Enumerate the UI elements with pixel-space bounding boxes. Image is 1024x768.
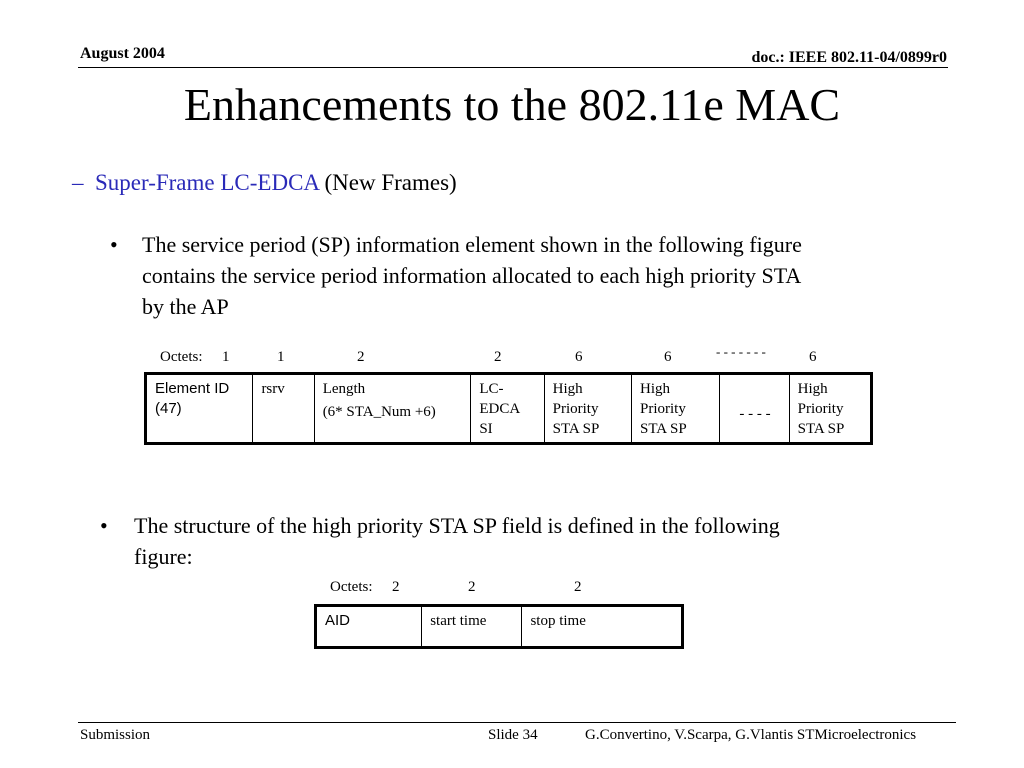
octets-value: - - - - - - -	[716, 344, 766, 359]
table-row	[146, 374, 872, 444]
cell-rsrv: rsrv	[253, 374, 314, 444]
cell-element-id: Element ID (47)	[146, 374, 253, 444]
cell-start-time: start time	[422, 606, 522, 648]
footer-submission: Submission	[80, 727, 151, 743]
table-row	[316, 606, 683, 648]
octets-value: 2	[392, 579, 400, 595]
cell-length: Length (6* STA_Num +6)	[314, 374, 471, 444]
octets-value: 2	[468, 579, 476, 595]
subheading	[72, 170, 457, 196]
cell-high-priority-sta-sp: High Priority STA SP	[789, 374, 871, 444]
bullet-marker: •	[100, 513, 108, 538]
cell-lc-edca-si: LC- EDCA SI	[471, 374, 544, 444]
bullet-sta-sp-structure	[100, 510, 920, 580]
subheading-dash: –	[72, 170, 84, 195]
octets-value: 1	[222, 349, 230, 365]
octets-value: 2	[357, 349, 365, 365]
subheading-rest: (New Frames)	[318, 170, 457, 195]
bullet-line: contains the service period information allocated to each high priority STA	[142, 263, 802, 288]
header-date: August 2004	[80, 45, 165, 62]
footer-rule	[78, 722, 956, 723]
cell-high-priority-sta-sp: High Priority STA SP	[544, 374, 631, 444]
octets-value: 6	[664, 349, 672, 365]
octets-value: 2	[574, 579, 582, 595]
octets-label: Octets:	[330, 579, 373, 595]
subheading-highlight: Super-Frame LC-EDCA	[95, 170, 319, 195]
cell-high-priority-sta-sp: High Priority STA SP	[631, 374, 719, 444]
octets-value: 6	[809, 349, 817, 365]
cell-aid: AID	[316, 606, 422, 648]
sta-sp-field-table	[314, 604, 684, 649]
cell-stop-time: stop time	[522, 606, 683, 648]
slide-title: Enhancements to the 802.11e MAC	[183, 79, 841, 130]
bullet-line: The service period (SP) information element shown in the following figure	[142, 232, 802, 257]
bullet-service-period	[110, 229, 930, 329]
bullet-line: figure:	[134, 544, 193, 569]
octets-value: 6	[575, 349, 583, 365]
cell-ellipsis: - - - -	[720, 374, 789, 444]
footer-authors: G.Convertino, V.Scarpa, G.Vlantis STMicroelectronics	[585, 727, 917, 743]
header-doc-id: doc.: IEEE 802.11-04/0899r0	[751, 49, 947, 66]
sp-element-table	[144, 372, 873, 445]
bullet-line: by the AP	[142, 294, 229, 319]
octets-value: 2	[494, 349, 502, 365]
footer-slide-number: Slide 34	[488, 727, 538, 743]
header-rule	[78, 67, 948, 68]
octets-label: Octets:	[160, 349, 203, 365]
bullet-line: The structure of the high priority STA SP field is defined in the following	[134, 513, 780, 538]
octets-value: 1	[277, 349, 285, 365]
bullet-marker: •	[110, 232, 118, 257]
